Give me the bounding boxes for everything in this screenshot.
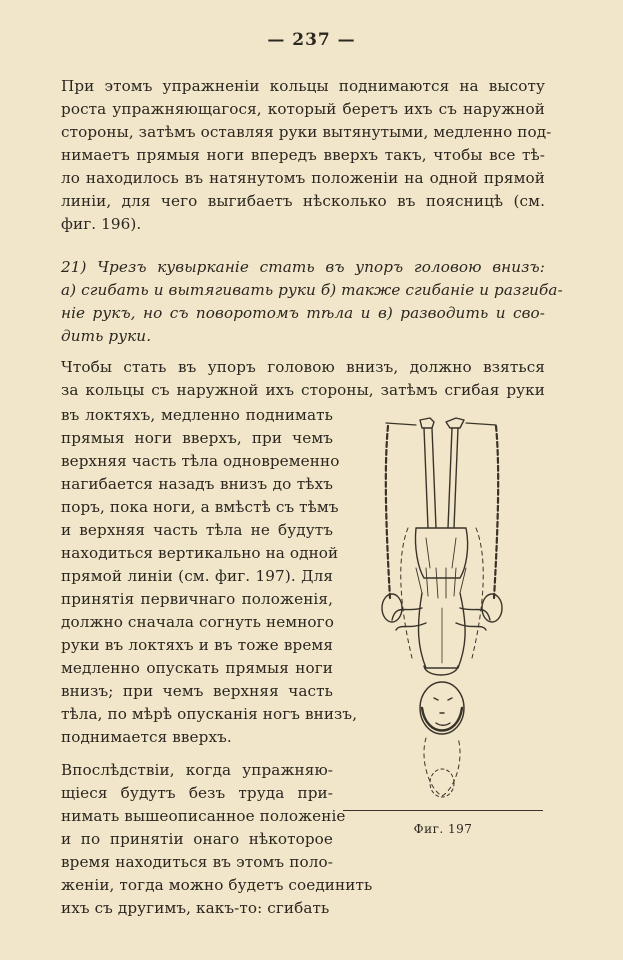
paragraph-3-narrow-line-2: прямыя ноги вверхъ, при чемъ [61, 429, 333, 447]
paragraph-4-line-5: время находиться въ этомъ поло- [61, 853, 333, 871]
paragraph-1-line-3: стороны, затѣмъ оставляя руки вытянутыми, медленно под- [61, 123, 552, 141]
paragraph-4-line-3: нимать вышеописанное положеніе [61, 807, 346, 825]
paragraph-3-narrow-line-4: нагибается назадъ внизъ до тѣхъ [61, 475, 333, 493]
paragraph-4-line-4: и по принятіи онаго нѣкоторое [61, 830, 333, 848]
paragraph-3-narrow-line-12: медленно опускать прямыя ноги [61, 659, 333, 677]
figure-caption: Фиг. 197 [413, 822, 473, 836]
paragraph-1-line-4: нимаетъ прямыя ноги впередъ вверхъ такъ, чтобы все тѣ- [61, 146, 545, 164]
page-number: — 237 — [267, 30, 356, 50]
paragraph-3-narrow-line-3: верхняя часть тѣла одновременно [61, 452, 340, 470]
paragraph-3-narrow-line-1: въ локтяхъ, медленно поднимать [61, 406, 333, 424]
paragraph-1-line-6: линіи, для чего выгибаетъ нѣсколько въ поясницѣ (см. [61, 192, 545, 210]
paragraph-3-narrow-line-8: прямой линіи (см. фиг. 197). Для [61, 567, 333, 585]
paragraph-4-line-7: ихъ съ другимъ, какъ-то: сгибать [61, 899, 330, 917]
paragraph-3-narrow-line-13: внизъ; при чемъ верхняя часть [61, 682, 333, 700]
paragraph-3-narrow-line-10: должно сначала согнуть немного [61, 613, 334, 631]
paragraph-3-narrow-line-5: поръ, пока ноги, а вмѣстѣ съ тѣмъ [61, 498, 339, 516]
figure-rule [343, 810, 543, 811]
paragraph-4-line-6: женіи, тогда можно будетъ соединить [61, 876, 373, 894]
paragraph-1-line-5: ло находилось въ натянутомъ положеніи на одной прямой [61, 169, 545, 187]
paragraph-3-narrow-line-6: и верхняя часть тѣла не будутъ [61, 521, 333, 539]
paragraph-3-narrow-line-14: тѣла, по мѣрѣ опусканія ногъ внизъ, [61, 705, 358, 723]
paragraph-3-narrow-line-7: находиться вертикально на одной [61, 544, 339, 562]
paragraph-4-line-1: Впослѣдствіи, когда упражняю- [61, 761, 333, 779]
paragraph-2-line-2: а) сгибать и вытягивать руки б) также сгибаніе и разгиба- [61, 281, 563, 299]
paragraph-1-line-7: фиг. 196). [61, 215, 142, 233]
paragraph-2-line-3: ніе рукъ, но съ поворотомъ тѣла и в) разводить и сво- [61, 304, 545, 322]
paragraph-3-narrow-line-11: руки въ локтяхъ и въ тоже время [61, 636, 333, 654]
paragraph-3-line-2: за кольцы съ наружной ихъ стороны, затѣмъ сгибая руки [61, 381, 545, 399]
paragraph-3-narrow-line-9: принятія первичнаго положенія, [61, 590, 333, 608]
paragraph-3-narrow-line-15: поднимается вверхъ. [61, 728, 232, 746]
paragraph-2-line-4: дить руки. [61, 327, 152, 345]
paragraph-3-line-1: Чтобы стать въ упоръ головою внизъ, должно взяться [61, 358, 545, 376]
paragraph-1-line-1: При этомъ упражненіи кольцы поднимаются на высоту [61, 77, 545, 95]
paragraph-4-line-2: щіеся будутъ безъ труда при- [61, 784, 333, 802]
figure-197-illustration [356, 408, 536, 808]
paragraph-1-line-2: роста упражняющагося, который беретъ ихъ съ наружной [61, 100, 545, 118]
paragraph-2-line-1: 21) Чрезъ кувырканіе стать въ упоръ головою внизъ: [61, 258, 545, 276]
